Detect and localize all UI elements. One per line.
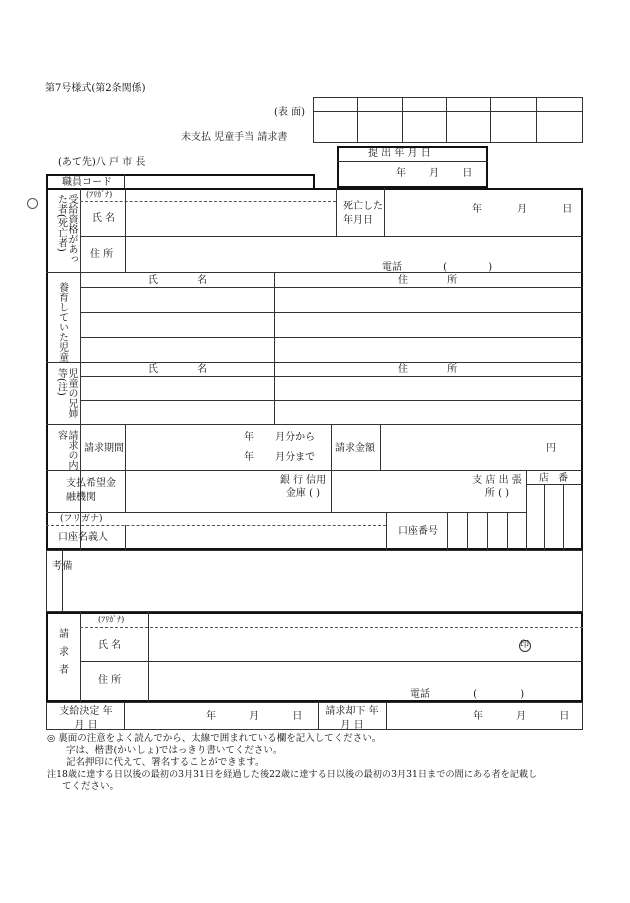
staff-code-label: 職員コード bbox=[62, 177, 112, 188]
claim-amount-label: 請求金額 bbox=[335, 443, 375, 454]
account-label: 口座番号 bbox=[398, 526, 438, 537]
claim-from[interactable]: 年 月分から bbox=[244, 432, 316, 443]
claimant-seal: 印 bbox=[520, 640, 530, 650]
side-label: (表 面) bbox=[274, 107, 305, 118]
holder-furigana-label: (フリガナ) bbox=[60, 514, 103, 524]
claimant-furigana-label: (ﾌﾘｶﾞﾅ) bbox=[98, 615, 125, 624]
branch-types[interactable]: 支 店 出 張 所 ( ) bbox=[472, 475, 522, 499]
rejection-date: 年 月 日 bbox=[473, 711, 570, 722]
siblings-name-header: 氏 名 bbox=[148, 364, 208, 375]
claim-yen: 円 bbox=[546, 443, 556, 454]
claimant-address-label: 住 所 bbox=[98, 675, 122, 686]
remarks-box[interactable] bbox=[46, 550, 583, 612]
note-line-5: てください。 bbox=[62, 781, 120, 792]
deceased-furigana-label: (ﾌﾘｶﾞﾅ) bbox=[86, 190, 113, 199]
form-title: 未支払 児童手当 請求書 bbox=[181, 132, 288, 143]
branch-number-label: 店 番 bbox=[539, 473, 569, 484]
decision-date: 年 月 日 bbox=[206, 711, 303, 722]
deceased-phone[interactable]: 電話 ( ) bbox=[382, 262, 493, 273]
deceased-section-label: 受給資格があった者(死亡者) bbox=[55, 194, 77, 264]
rejection-label: 請求却下 年 月 日 bbox=[325, 706, 379, 731]
siblings-section-label: 児童の兄姉等(注) bbox=[55, 368, 77, 418]
deceased-address-label: 住 所 bbox=[90, 249, 114, 260]
death-date-label: 死亡した年月日 bbox=[343, 201, 383, 226]
deceased-name-label: 氏 名 bbox=[92, 213, 116, 224]
punch-circle bbox=[27, 198, 38, 209]
claimant-phone[interactable]: 電話 ( ) bbox=[410, 689, 525, 700]
form-number: 第7号様式(第2条関係) bbox=[45, 83, 146, 94]
bank-label: 支払希望金融機関 bbox=[66, 478, 116, 503]
note-line-2: 字は、楷書(かいしょ)ではっきり書いてください。 bbox=[66, 745, 283, 756]
note-line-1: ◎ 裏面の注意をよく読んでから、太線で囲まれている欄を記入してください。 bbox=[47, 733, 382, 744]
addressee: (あて先)八 戸 市 長 bbox=[58, 157, 146, 168]
note-line-3: 記名押印に代えて、署名することができます。 bbox=[66, 757, 265, 768]
claimant-section-label: 請求者 bbox=[56, 628, 68, 682]
claim-period-label: 請求期間 bbox=[84, 443, 124, 454]
decision-label: 支給決定 年 月 日 bbox=[59, 706, 113, 731]
children-section-label: 養育していた児童 bbox=[56, 282, 68, 362]
claimant-name-label: 氏 名 bbox=[98, 640, 122, 651]
children-address-header: 住 所 bbox=[398, 275, 458, 286]
bank-types[interactable]: 銀 行 信用金庫 ( ) bbox=[279, 475, 327, 499]
remarks-label: 備 考 bbox=[49, 560, 71, 584]
claim-section-label: 請求の内容 bbox=[55, 430, 77, 470]
claim-to[interactable]: 年 月分まで bbox=[244, 452, 316, 463]
holder-label: 口座名義人 bbox=[58, 532, 108, 543]
siblings-address-header: 住 所 bbox=[398, 364, 458, 375]
submission-date[interactable]: 年 月 日 bbox=[396, 168, 473, 179]
note-line-4: 注18歳に達する日以後の最初の3月31日を経過した後22歳に達する日以後の最初の3月31日までの間にある者を記載し bbox=[47, 769, 538, 780]
submission-label: 提 出 年 月 日 bbox=[368, 148, 431, 159]
children-name-header: 氏 名 bbox=[148, 275, 208, 286]
death-date[interactable]: 年 月 日 bbox=[472, 204, 573, 215]
